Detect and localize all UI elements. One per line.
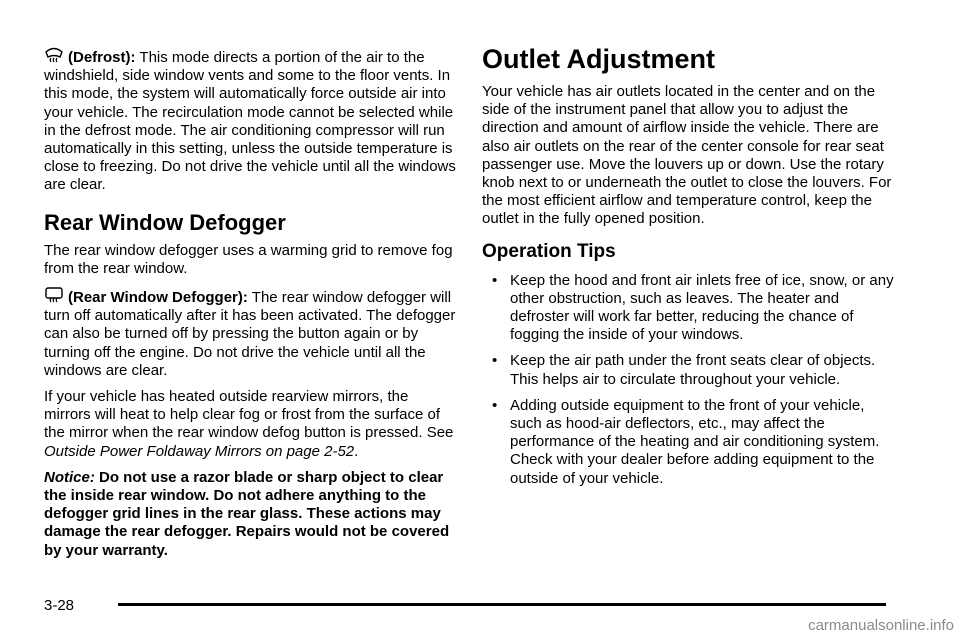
defog-paragraph <box>44 286 456 380</box>
operation-tips-heading: Operation Tips <box>482 240 616 262</box>
operation-tips-list <box>482 272 894 488</box>
tip-text: Adding outside equipment to the front of your vehicle, such as hood-air deflectors, etc., may affect the performance of the heating and air conditioning system. Check with your dealer before adding equipment to the outside of your vehicle. <box>510 396 880 487</box>
list-item <box>482 352 894 388</box>
heated-mirrors-paragraph <box>44 388 456 461</box>
right-column <box>482 0 894 488</box>
bullet: • <box>492 352 498 370</box>
page-number: 3-28 <box>44 597 75 614</box>
list-item <box>482 272 894 345</box>
bullet: • <box>492 271 498 289</box>
notice-label: Notice: <box>44 468 95 486</box>
defogger-intro: The rear window defogger uses a warming grid to remove fog from the rear window. <box>44 241 453 277</box>
defrost-text: This mode directs a portion of the air to the windshield, side window vents and some to the floor vents. In this mode, the system will automatically force outside air into your vehicle. The recirculation mode cannot be selected while in the defrost mode. The air conditioning compressor will run automatically in this setting, unless the outside temperature is close to freezing. Do not drive the vehicle until all the windows are clear. <box>44 49 456 194</box>
defog-label: (Rear Window Defogger): <box>68 289 248 307</box>
footer-rule <box>118 603 886 606</box>
defog-text: The rear window defogger will turn off automatically after it has been activated. The defogger can also be turned off by pressing the button again or by turning off the engine. Do not drive the vehicle until all the windows are clear. <box>44 289 456 379</box>
outlet-adjustment-heading: Outlet Adjustment <box>482 44 715 74</box>
watermark: carmanualsonline.info <box>808 617 954 634</box>
tip-text: Keep the air path under the front seats clear of objects. This helps air to circulate throughout your vehicle. <box>510 352 876 388</box>
rear-window-defogger-heading: Rear Window Defogger <box>44 209 286 235</box>
left-column <box>44 0 456 560</box>
rear-window-defog-icon <box>44 286 64 304</box>
mirrors-text: If your vehicle has heated outside rearview mirrors, the mirrors will heat to help clear fog or frost from the surface of the mirror when the rear window defog button is pressed. See <box>44 388 454 442</box>
bullet: • <box>492 396 498 414</box>
list-item <box>482 397 894 488</box>
mirrors-end: . <box>354 442 359 460</box>
windshield-defrost-icon <box>44 46 64 64</box>
defrost-paragraph <box>44 46 456 195</box>
defrost-label: (Defrost): <box>68 49 136 66</box>
notice-paragraph <box>44 469 456 560</box>
tip-text: Keep the hood and front air inlets free of ice, snow, or any other obstruction, such as leaves. The heater and defroster will work far better, reducing the chance of fogging the inside of your windows. <box>510 271 894 344</box>
notice-text: Do not use a razor blade or sharp object to clear the inside rear window. Do not adhere anything to the defogger grid lines in the rear glass. These actions may damage the rear defogger. Repairs would not be covered by your warranty. <box>44 468 450 559</box>
mirrors-cross-reference[interactable]: Outside Power Foldaway Mirrors on page 2-52 <box>44 442 355 460</box>
outlet-adjustment-body: Your vehicle has air outlets located in the center and on the side of the instrument panel that allow you to adjust the direction and amount of airflow inside the vehicle. There are also air outlets on the rear of the center console for rear seat passenger use. Move the louvers up or down. Use the rotary knob next to or underneath the outlet to close the louvers. For the most efficient airflow and temperature control, keep the outlet in the fully opened position. <box>482 83 892 228</box>
